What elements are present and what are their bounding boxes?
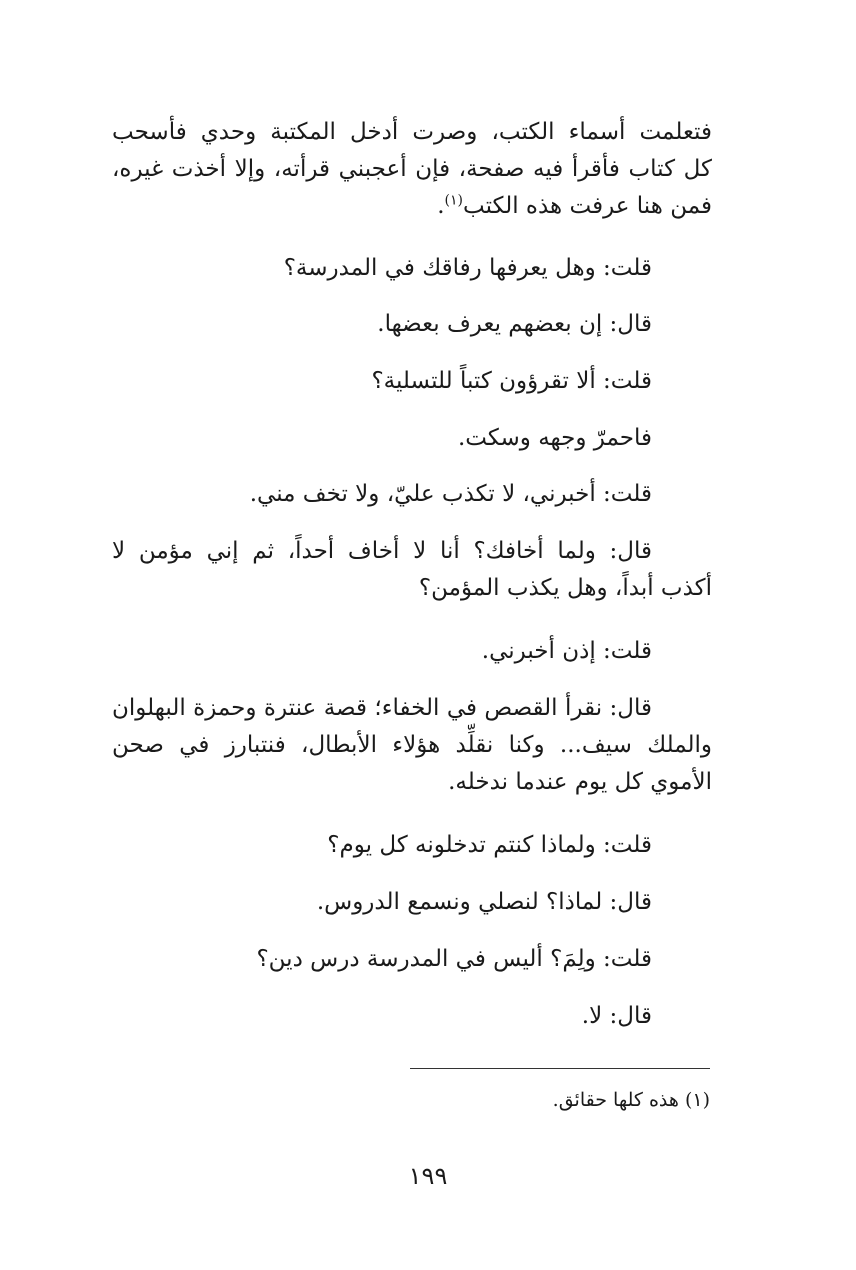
body-text — [112, 0, 712, 1060]
paragraph-text: فاحمرّ وجهه وسكت. — [457, 425, 652, 451]
paragraph-line — [112, 690, 712, 727]
paragraph-line-tail: . — [437, 193, 445, 219]
paragraph-line: أكذب أبداً، وهل يكذب المؤمن؟ — [418, 575, 712, 601]
paragraph-text: قلت: أخبرني، لا تكذب عليّ، ولا تخف مني. — [249, 481, 652, 507]
paragraph-text: قلت: ألا تقرؤون كتباً للتسلية؟ — [371, 368, 652, 394]
paragraph — [112, 476, 712, 513]
paragraph — [112, 941, 712, 978]
paragraph-line: كل كتاب فأقرأ فيه صفحة، فإن أعجبني قرأته، وإلا أخذت غيره، — [112, 156, 712, 182]
paragraph — [112, 306, 712, 343]
paragraph-line: الأموي كل يوم عندما ندخله. — [448, 769, 712, 795]
paragraph — [112, 998, 712, 1035]
paragraph — [112, 114, 712, 225]
paragraph — [112, 827, 712, 864]
paragraph-text: قلت: إذن أخبرني. — [481, 638, 652, 664]
paragraph — [112, 884, 712, 921]
paragraph-line-last — [112, 188, 712, 225]
paragraph-text: قلت: وهل يعرفها رفاقك في المدرسة؟ — [283, 255, 652, 281]
footnote-reference: (١) — [444, 192, 463, 209]
paragraph-text: قال: لا. — [581, 1003, 652, 1029]
paragraph-text: قلت: ولِمَ؟ أليس في المدرسة درس دين؟ — [256, 946, 652, 972]
paragraph — [112, 363, 712, 400]
paragraph — [112, 690, 712, 801]
paragraph-line: فتعلمت أسماء الكتب، وصرت أدخل المكتبة وحدي فأسحب — [112, 119, 712, 145]
paragraph — [112, 250, 712, 287]
paragraph-line: والملك سيف... وكنا نقلِّد هؤلاء الأبطال، فنتبارز في صحن — [112, 732, 712, 758]
paragraph — [112, 533, 712, 607]
paragraph-line-text: قال: نقرأ القصص في الخفاء؛ قصة عنترة وحمزة البهلوان — [112, 695, 652, 721]
footnote: (١) هذه كلها حقائق. — [552, 1089, 710, 1111]
paragraph-line-text: فمن هنا عرفت هذه الكتب — [463, 193, 712, 219]
footnote-divider — [410, 1068, 710, 1069]
page-number: ١٩٩ — [408, 1162, 448, 1190]
paragraph-line — [112, 533, 712, 570]
paragraph-line-text: قال: ولما أخافك؟ أنا لا أخاف أحداً، ثم إني مؤمن لا — [112, 538, 652, 564]
paragraph-text: قلت: ولماذا كنتم تدخلونه كل يوم؟ — [327, 832, 652, 858]
paragraph-text: قال: لماذا؟ لنصلي ونسمع الدروس. — [316, 889, 652, 915]
paragraph — [112, 633, 712, 670]
paragraph — [112, 420, 712, 457]
paragraph-text: قال: إن بعضهم يعرف بعضها. — [377, 311, 652, 337]
